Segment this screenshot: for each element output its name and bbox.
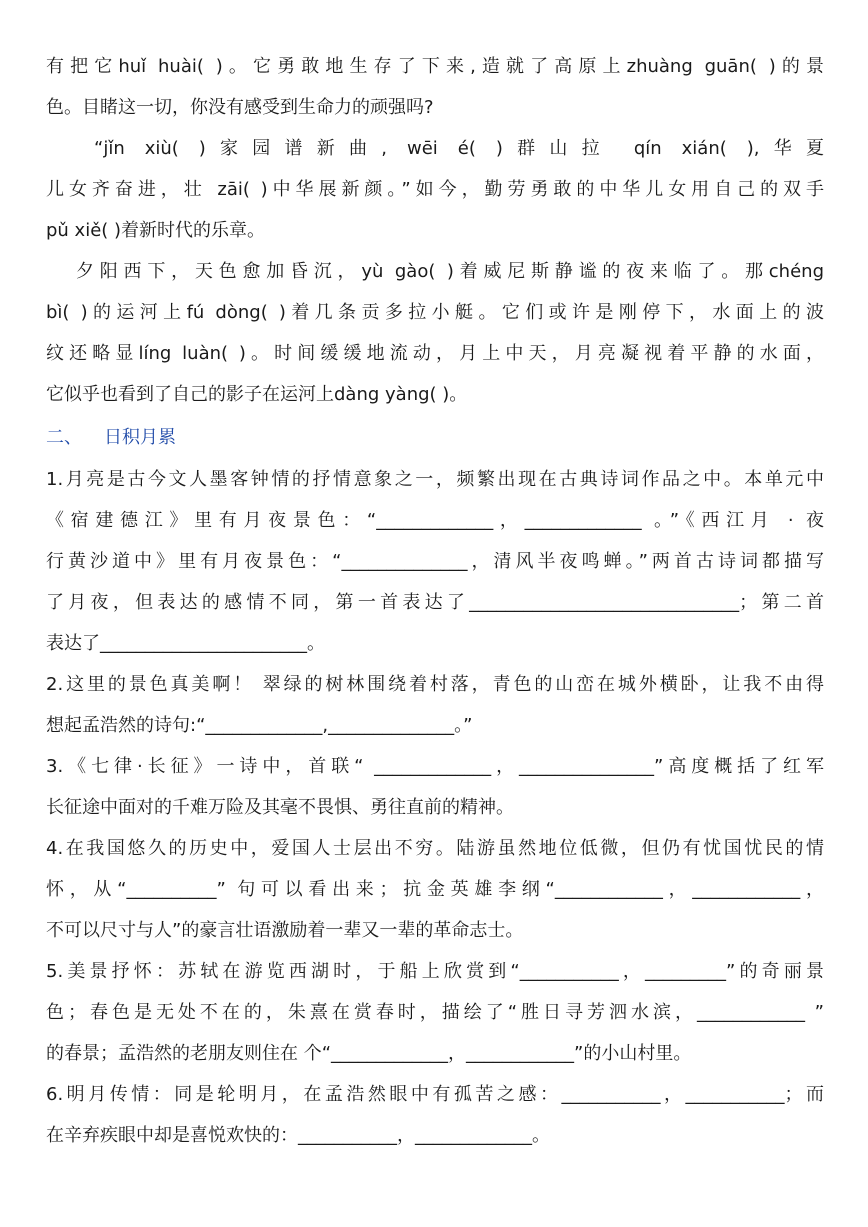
question-line: 色；春色是无处不在的，朱熹在赏春时，描绘了“胜日寻芳泗水滨，____________ ” (46, 1002, 824, 1023)
passage-block (46, 46, 824, 415)
passage-line: 它似乎也看到了自己的影子在运河上dàng yàng( )。 (46, 384, 468, 405)
section-heading (46, 417, 824, 459)
question-line: 想起孟浩然的诗句:“_____________,______________。” (46, 715, 473, 736)
question-line: 1.月亮是古今文人墨客钟情的抒情意象之一，频繁出现在古典诗词作品之中。本单元中 (46, 469, 824, 490)
question-line: 《宿建德江》里有月夜景色：“_____________，_____________ 。”《西江月 · 夜 (46, 510, 824, 531)
question-line: 了月夜，但表达的感情不同，第一首表达了______________________________；第二首 (46, 592, 824, 613)
question-line: 表达了_______________________。 (46, 633, 325, 654)
question-line: 5.美景抒怀：苏轼在游览西湖时，于船上欣赏到“___________，_________”的奇丽景 (46, 961, 824, 982)
question-line: 在辛弃疾眼中却是喜悦欢快的：___________，_____________。 (46, 1125, 550, 1146)
passage-line: 有把它huǐ huài( )。它勇敢地生存了下来,造就了高原上zhuàng guān( )的景 (46, 56, 824, 77)
passage-line: 色。目睹这一切，你没有感受到生命力的顽强吗? (46, 97, 434, 118)
question-line: 6.明月传情：同是轮明月，在孟浩然眼中有孤苦之感：___________，___________；而 (46, 1084, 824, 1105)
question-line: 2.这里的景色真美啊！ 翠绿的树林围绕着村落，青色的山峦在城外横卧，让我不由得 (46, 674, 824, 695)
question-line: 怀，从“__________” 句可以看出来；抗金英雄李纲“____________，____________， (46, 879, 824, 900)
passage-line: pǔ xiě( )着新时代的乐章。 (46, 220, 266, 241)
passage-line: bì( )的运河上fú dòng( )着几条贡多拉小艇。它们或许是刚停下，水面上的波 (46, 302, 824, 323)
question-line: 的春景；孟浩然的老朋友则住在 个“_____________，____________”的小山村里。 (46, 1043, 692, 1064)
passage-line: “jǐn xiù( )家园谱新曲, wēi é( )群山拉 qín xián( ),华夏 (94, 138, 824, 159)
question-line: 3.《七律·长征》一诗中，首联“ _____________，_______________”高度概括了红军 (46, 756, 824, 777)
question-line: 行黄沙道中》里有月夜景色：“______________，清风半夜鸣蝉。”两首古诗词都描写 (46, 551, 824, 572)
question-line: 4.在我国悠久的历史中，爱国人士层出不穷。陆游虽然地位低微，但仍有忧国忧民的情 (46, 838, 824, 859)
section-number: 二、 (46, 427, 82, 448)
passage-line: 夕阳西下，天色愈加昏沉，yù gào( )着威尼斯静谧的夜来临了。那chéng (76, 261, 824, 282)
passage-line: 儿女齐奋进，壮 zāi( )中华展新颜。”如今，勤劳勇敢的中华儿女用自己的双手 (46, 179, 824, 200)
passage-line: 纹还略显líng luàn( )。时间缓缓地流动，月上中天，月亮凝视着平静的水面， (46, 343, 824, 364)
question-line: 长征途中面对的千难万险及其毫不畏惧、勇往直前的精神。 (46, 797, 514, 818)
questions-block (46, 459, 824, 1156)
question-line: 不可以尺寸与人”的豪言壮语激励着一辈又一辈的革命志士。 (46, 920, 524, 941)
section-title: 日积月累 (104, 427, 176, 448)
